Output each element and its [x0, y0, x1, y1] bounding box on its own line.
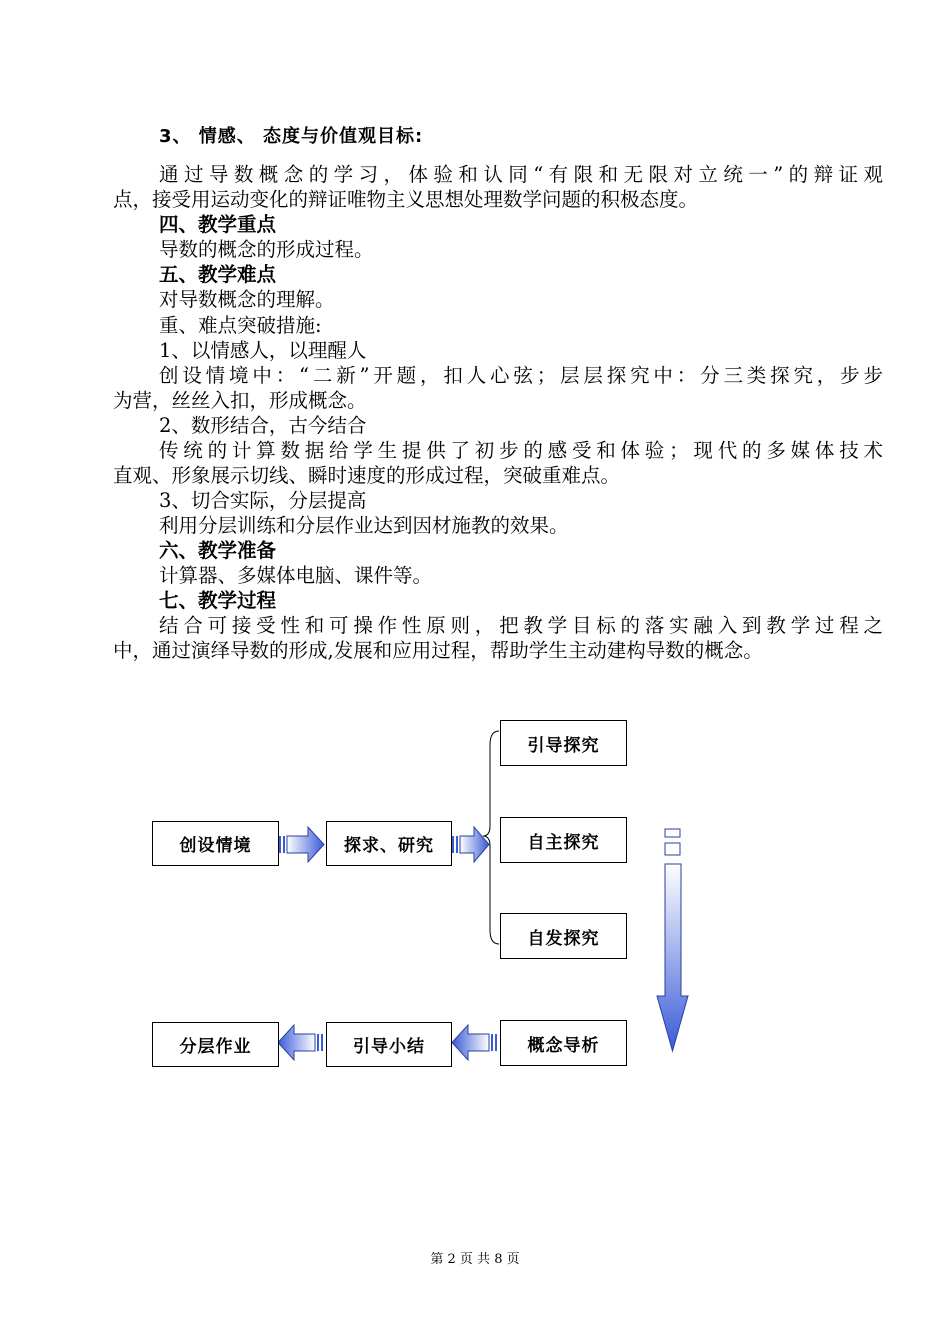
paragraph-line: 1、以情感人，以理醒人: [159, 339, 367, 362]
flow-box-spontaneous-inquiry: 自发探究: [500, 913, 627, 959]
brace-connector: [483, 731, 499, 944]
section-heading-6: 六、教学准备: [159, 539, 277, 562]
paragraph-line: 导数的概念的形成过程。: [159, 238, 374, 261]
paragraph-line: 点，接受用运动变化的辩证唯物主义思想处理数学问题的积极态度。: [113, 188, 699, 211]
paragraph-line: 重、难点突破措施:: [159, 314, 322, 337]
flow-box-concept-analysis: 概念导析: [500, 1020, 627, 1066]
section-heading-5: 五、教学难点: [159, 263, 277, 286]
left-arrow-icon: [452, 1025, 497, 1060]
paragraph-line: 通过导数概念的学习，体验和认同“有限和无限对立统一”的辩证观: [159, 163, 883, 186]
flow-box-independent-inquiry: 自主探究: [500, 817, 627, 863]
paragraph-line: 传统的计算数据给学生提供了初步的感受和体验；现代的多媒体技术: [159, 439, 883, 462]
section-heading-3: 3、 情感、 态度与价值观目标:: [159, 126, 424, 147]
paragraph-line: 中，通过演绎导数的形成,发展和应用过程，帮助学生主动建构导数的概念。: [113, 639, 763, 662]
left-arrow-icon: [278, 1025, 323, 1060]
paragraph-line: 对导数概念的理解。: [159, 288, 335, 311]
paragraph-line: 2、数形结合，古今结合: [159, 414, 367, 437]
paragraph-line: 结合可接受性和可操作性原则，把教学目标的落实融入到教学过程之: [159, 614, 883, 637]
right-arrow-icon: [452, 827, 489, 862]
section-heading-4: 四、教学重点: [159, 213, 277, 236]
paragraph-line: 创设情境中：“二新”开题，扣人心弦；层层探究中：分三类探究，步步: [159, 364, 883, 387]
section-heading-7: 七、教学过程: [159, 589, 277, 612]
flow-box-tiered-homework: 分层作业: [152, 1022, 279, 1067]
right-arrow-icon: [279, 827, 324, 862]
paragraph-line: 3、切合实际，分层提高: [159, 489, 367, 512]
down-arrow-icon: [657, 829, 688, 1051]
flow-box-guided-inquiry: 引导探究: [500, 720, 627, 766]
page-footer: 第 2 页 共 8 页: [430, 1252, 520, 1267]
flow-box-explore-research: 探求、研究: [326, 821, 452, 866]
paragraph-line: 直观、形象展示切线、瞬时速度的形成过程，突破重难点。: [113, 464, 621, 487]
paragraph-line: 计算器、多媒体电脑、课件等。: [159, 564, 433, 587]
flow-box-guided-summary: 引导小结: [326, 1022, 452, 1067]
paragraph-line: 为营，丝丝入扣，形成概念。: [113, 389, 367, 412]
paragraph-line: 利用分层训练和分层作业达到因材施教的效果。: [159, 514, 569, 537]
flow-box-create-situation: 创设情境: [152, 821, 279, 866]
